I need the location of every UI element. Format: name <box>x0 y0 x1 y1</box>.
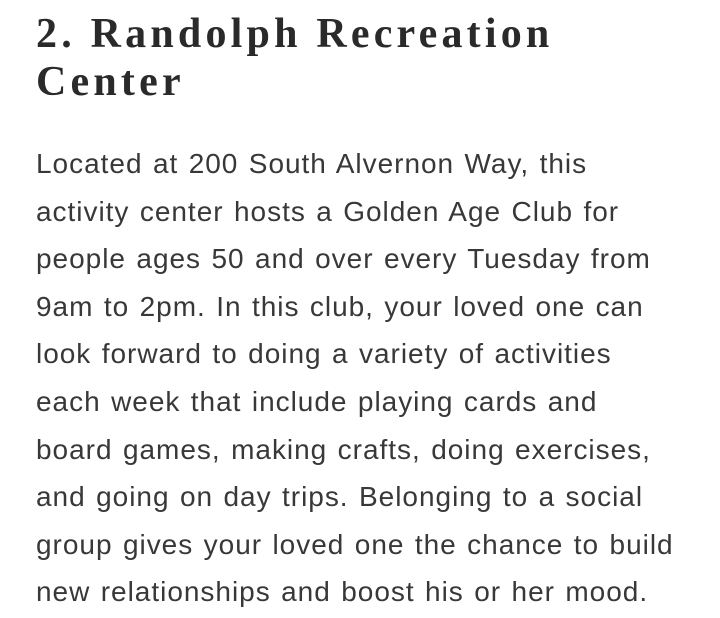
paragraph-line: 9am to 2pm. In this club, your loved one can <box>36 290 644 322</box>
paragraph-line: and going on day trips. Belonging to a social <box>36 481 644 513</box>
paragraph-line: new relationships and boost his or her mood. <box>36 576 649 608</box>
paragraph-line: each week that include playing cards and <box>36 385 598 417</box>
section-heading: 2. Randolph Recreation Center <box>36 11 554 105</box>
paragraph-line: look forward to doing a variety of activities <box>36 338 612 370</box>
paragraph-line: people ages 50 and over every Tuesday from <box>36 243 651 275</box>
paragraph <box>36 140 686 616</box>
paragraph-line: activity center hosts a Golden Age Club for <box>36 195 620 227</box>
paragraph-line: board games, making crafts, doing exercises, <box>36 433 651 465</box>
paragraph-line: Located at 200 South Alvernon Way, this <box>36 148 588 179</box>
paragraph-line: group gives your loved one the chance to build <box>36 528 674 560</box>
